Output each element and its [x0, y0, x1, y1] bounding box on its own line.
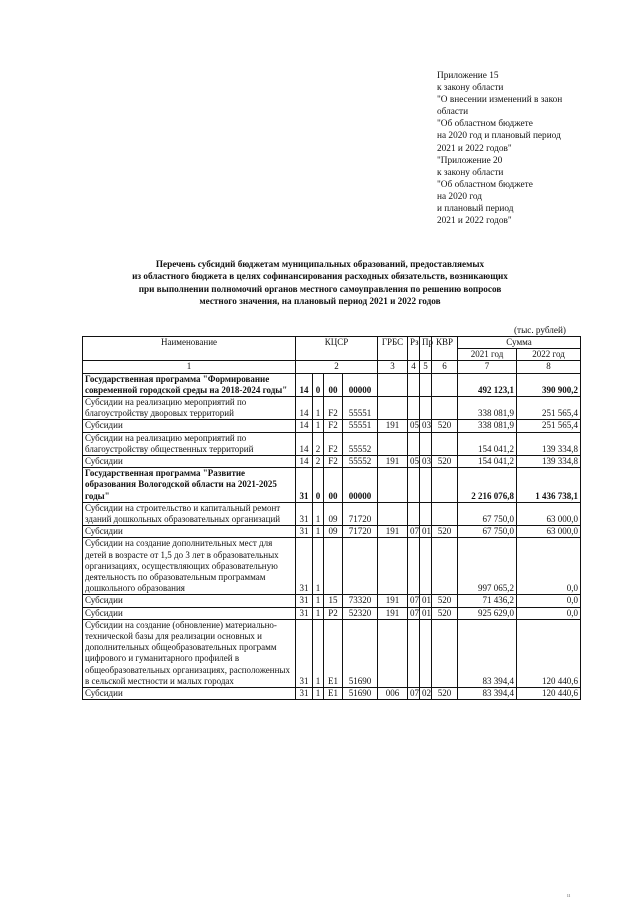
- kcsr-direction: 09: [324, 502, 343, 525]
- annex-line: к закону области: [437, 83, 504, 94]
- rz-code: 05: [408, 456, 420, 468]
- col-number: 1: [83, 361, 296, 373]
- row-name: Субсидии: [83, 420, 296, 432]
- rz-code: [408, 502, 420, 525]
- kvr-code: 520: [432, 456, 458, 468]
- grbs-code: 191: [378, 456, 408, 468]
- value-2022: 120 440,6: [517, 619, 581, 687]
- row-name: Субсидии: [83, 607, 296, 619]
- row-name: Субсидии на реализацию мероприятий по благоустройству дворовых территорий: [83, 397, 296, 420]
- value-2022: 251 565,4: [517, 397, 581, 420]
- grbs-code: 191: [378, 595, 408, 607]
- kcsr-subprogram: 1: [313, 619, 324, 687]
- kcsr-direction: P2: [324, 607, 343, 619]
- annex-line: 2021 и 2022 годов": [437, 143, 512, 154]
- value-2021: 338 081,9: [458, 397, 517, 420]
- pr-code: 02: [420, 688, 432, 700]
- col-number: 3: [378, 361, 408, 373]
- kcsr-subprogram: 1: [313, 502, 324, 525]
- kcsr-program: 14: [296, 456, 313, 468]
- kcsr-code: 51690: [343, 688, 378, 700]
- row-name: Субсидии на создание дополнительных мест для детей в возрасте от 1,5 до 3 лет в образовательных организациях, осуществляющих образовательную деятельность по образовательным программам дошкольного образования: [83, 538, 296, 595]
- grbs-code: [378, 397, 408, 420]
- kcsr-program: 31: [296, 538, 313, 595]
- kcsr-code: 00000: [343, 373, 378, 396]
- kcsr-subprogram: 1: [313, 420, 324, 432]
- kcsr-direction: F2: [324, 397, 343, 420]
- col-number: 5: [420, 361, 432, 373]
- col-number: 8: [517, 361, 581, 373]
- kcsr-subprogram: 1: [313, 688, 324, 700]
- kvr-code: 520: [432, 595, 458, 607]
- row-name: Государственная программа "Формирование современной городской среды на 2018-2024 годы": [83, 373, 296, 396]
- kcsr-code: [343, 538, 378, 595]
- kcsr-direction: 15: [324, 595, 343, 607]
- annex-line: "Об областном бюджете: [437, 119, 533, 130]
- rz-code: 07: [408, 595, 420, 607]
- annex-line: 2021 и 2022 годов": [437, 216, 512, 227]
- rz-code: 07: [408, 607, 420, 619]
- col-number: 6: [432, 361, 458, 373]
- value-2021: 492 123,1: [458, 373, 517, 396]
- header-kvr: КВР: [432, 337, 458, 361]
- pr-code: [420, 538, 432, 595]
- value-2022: 390 900,2: [517, 373, 581, 396]
- annex-line: "Об областном бюджете: [437, 179, 533, 190]
- header-name: Наименование: [83, 337, 296, 361]
- kcsr-code: 55552: [343, 456, 378, 468]
- pr-code: [420, 468, 432, 503]
- grbs-code: 191: [378, 607, 408, 619]
- table-row: [83, 420, 581, 432]
- header-kcsr: КЦСР: [296, 337, 378, 361]
- kcsr-program: 14: [296, 432, 313, 455]
- header-2021: 2021 год: [458, 349, 517, 361]
- kcsr-program: 31: [296, 526, 313, 538]
- value-2022: 0,0: [517, 595, 581, 607]
- row-name: Субсидии: [83, 595, 296, 607]
- annex-line: области: [437, 107, 469, 118]
- kcsr-subprogram: 1: [313, 595, 324, 607]
- value-2021: 67 750,0: [458, 526, 517, 538]
- rz-code: [408, 373, 420, 396]
- kcsr-direction: F2: [324, 432, 343, 455]
- kcsr-program: 31: [296, 619, 313, 687]
- annex-line: на 2020 год: [437, 191, 483, 202]
- value-2021: 83 394,4: [458, 688, 517, 700]
- annex-line: к закону области: [437, 167, 504, 178]
- rz-code: [408, 538, 420, 595]
- value-2021: 2 216 076,8: [458, 468, 517, 503]
- value-2022: 120 440,6: [517, 688, 581, 700]
- table-row: [83, 595, 581, 607]
- kvr-code: [432, 538, 458, 595]
- row-name: Государственная программа "Развитие образования Вологодской области на 2021-2025 годы": [83, 468, 296, 503]
- annex-line: "Приложение 20: [437, 155, 503, 166]
- value-2022: 1 436 738,1: [517, 468, 581, 503]
- kcsr-code: 52320: [343, 607, 378, 619]
- kvr-code: [432, 502, 458, 525]
- kcsr-program: 14: [296, 373, 313, 396]
- subsidies-table: [82, 336, 581, 700]
- pr-code: [420, 432, 432, 455]
- value-2022: 63 000,0: [517, 526, 581, 538]
- kvr-code: [432, 468, 458, 503]
- kcsr-subprogram: 0: [313, 373, 324, 396]
- pr-code: [420, 373, 432, 396]
- rz-code: 05: [408, 420, 420, 432]
- row-name: Субсидии на строительство и капитальный ремонт зданий дошкольных образовательных организаций: [83, 502, 296, 525]
- kcsr-program: 31: [296, 607, 313, 619]
- kvr-code: 520: [432, 607, 458, 619]
- kcsr-subprogram: 1: [313, 538, 324, 595]
- kcsr-code: 51690: [343, 619, 378, 687]
- kvr-code: 520: [432, 420, 458, 432]
- value-2022: 139 334,8: [517, 456, 581, 468]
- rz-code: 07: [408, 688, 420, 700]
- kcsr-code: 00000: [343, 468, 378, 503]
- pr-code: 01: [420, 607, 432, 619]
- rz-code: [408, 468, 420, 503]
- kcsr-program: 31: [296, 688, 313, 700]
- header-rz: Рз: [408, 337, 420, 361]
- table-row: [83, 538, 581, 595]
- kcsr-direction: F2: [324, 420, 343, 432]
- value-2022: 251 565,4: [517, 420, 581, 432]
- annex-header: [437, 70, 562, 227]
- value-2021: 154 041,2: [458, 456, 517, 468]
- title-line: из областного бюджета в целях софинансирования расходных обязательств, возникающих: [132, 271, 508, 282]
- grbs-code: [378, 373, 408, 396]
- kcsr-subprogram: 0: [313, 468, 324, 503]
- kcsr-program: 31: [296, 502, 313, 525]
- pr-code: [420, 619, 432, 687]
- kcsr-program: 31: [296, 595, 313, 607]
- row-name: Субсидии: [83, 688, 296, 700]
- pr-code: 01: [420, 595, 432, 607]
- value-2022: 0,0: [517, 538, 581, 595]
- table-row: [83, 432, 581, 455]
- row-name: Субсидии: [83, 456, 296, 468]
- kvr-code: [432, 619, 458, 687]
- kvr-code: 520: [432, 526, 458, 538]
- value-2022: 139 334,8: [517, 432, 581, 455]
- pr-code: [420, 502, 432, 525]
- kcsr-code: 55551: [343, 420, 378, 432]
- kcsr-direction: 00: [324, 468, 343, 503]
- header-2022: 2022 год: [517, 349, 581, 361]
- kcsr-subprogram: 1: [313, 607, 324, 619]
- table-row: [83, 619, 581, 687]
- value-2021: 83 394,4: [458, 619, 517, 687]
- value-2022: 63 000,0: [517, 502, 581, 525]
- value-2021: 71 436,2: [458, 595, 517, 607]
- table-row: [83, 397, 581, 420]
- pr-code: 03: [420, 420, 432, 432]
- kvr-code: [432, 397, 458, 420]
- kcsr-code: 55552: [343, 432, 378, 455]
- col-number: 4: [408, 361, 420, 373]
- kcsr-direction: E1: [324, 688, 343, 700]
- rz-code: [408, 432, 420, 455]
- grbs-code: [378, 538, 408, 595]
- pr-code: [420, 397, 432, 420]
- kcsr-subprogram: 2: [313, 432, 324, 455]
- kcsr-program: 14: [296, 420, 313, 432]
- kvr-code: [432, 432, 458, 455]
- grbs-code: [378, 619, 408, 687]
- value-2021: 67 750,0: [458, 502, 517, 525]
- grbs-code: 191: [378, 420, 408, 432]
- value-2021: 997 065,2: [458, 538, 517, 595]
- annex-line: и плановый период: [437, 204, 514, 215]
- table-row: [83, 373, 581, 396]
- grbs-code: 006: [378, 688, 408, 700]
- kcsr-subprogram: 2: [313, 456, 324, 468]
- kcsr-program: 14: [296, 397, 313, 420]
- value-2021: 338 081,9: [458, 420, 517, 432]
- grbs-code: [378, 502, 408, 525]
- table-body: [83, 373, 581, 700]
- col-number: 2: [296, 361, 378, 373]
- header-grbs: ГРБС: [378, 337, 408, 361]
- title-line: местного значения, на плановый период 2021 и 2022 годов: [199, 295, 441, 306]
- table-row: [83, 502, 581, 525]
- grbs-code: [378, 432, 408, 455]
- value-2021: 154 041,2: [458, 432, 517, 455]
- table-row: [83, 456, 581, 468]
- kvr-code: 520: [432, 688, 458, 700]
- annex-line: "О внесении изменений в закон: [437, 95, 563, 106]
- header-pr: Пр: [420, 337, 432, 361]
- units-label: (тыс. рублей): [514, 325, 566, 335]
- grbs-code: [378, 468, 408, 503]
- pr-code: 01: [420, 526, 432, 538]
- table-row: [83, 526, 581, 538]
- value-2021: 925 629,0: [458, 607, 517, 619]
- kcsr-direction: [324, 538, 343, 595]
- rz-code: 07: [408, 526, 420, 538]
- row-name: Субсидии: [83, 526, 296, 538]
- kcsr-code: 71720: [343, 502, 378, 525]
- pr-code: 03: [420, 456, 432, 468]
- grbs-code: 191: [378, 526, 408, 538]
- annex-line: на 2020 год и плановый период: [437, 131, 561, 142]
- kcsr-code: 73320: [343, 595, 378, 607]
- row-name: Субсидии на реализацию мероприятий по благоустройству общественных территорий: [83, 432, 296, 455]
- table-row: [83, 607, 581, 619]
- kvr-code: [432, 373, 458, 396]
- col-number: 7: [458, 361, 517, 373]
- annex-line: Приложение 15: [437, 71, 499, 81]
- header-sum: Сумма: [458, 337, 581, 349]
- page-mark: ıı: [567, 893, 571, 899]
- kcsr-program: 31: [296, 468, 313, 503]
- row-name: Субсидии на создание (обновление) материально-технической базы для реализации основных и дополнительных общеобразовательных программ цифрового и гуманитарного профилей в общеобразовательных организациях, расположенных в сельской местности и малых городах: [83, 619, 296, 687]
- kcsr-code: 55551: [343, 397, 378, 420]
- rz-code: [408, 397, 420, 420]
- kcsr-direction: 00: [324, 373, 343, 396]
- kcsr-subprogram: 1: [313, 397, 324, 420]
- table-row: [83, 468, 581, 503]
- kcsr-direction: 09: [324, 526, 343, 538]
- value-2022: 0,0: [517, 607, 581, 619]
- kcsr-code: 71720: [343, 526, 378, 538]
- title-line: Перечень субсидий бюджетам муниципальных образований, предоставляемых: [155, 259, 485, 269]
- table-row: [83, 688, 581, 700]
- kcsr-subprogram: 1: [313, 526, 324, 538]
- kcsr-direction: E1: [324, 619, 343, 687]
- document-title: [100, 258, 540, 307]
- kcsr-direction: F2: [324, 456, 343, 468]
- rz-code: [408, 619, 420, 687]
- title-line: при выполнении полномочий органов местного самоуправления по решению вопросов: [138, 283, 502, 294]
